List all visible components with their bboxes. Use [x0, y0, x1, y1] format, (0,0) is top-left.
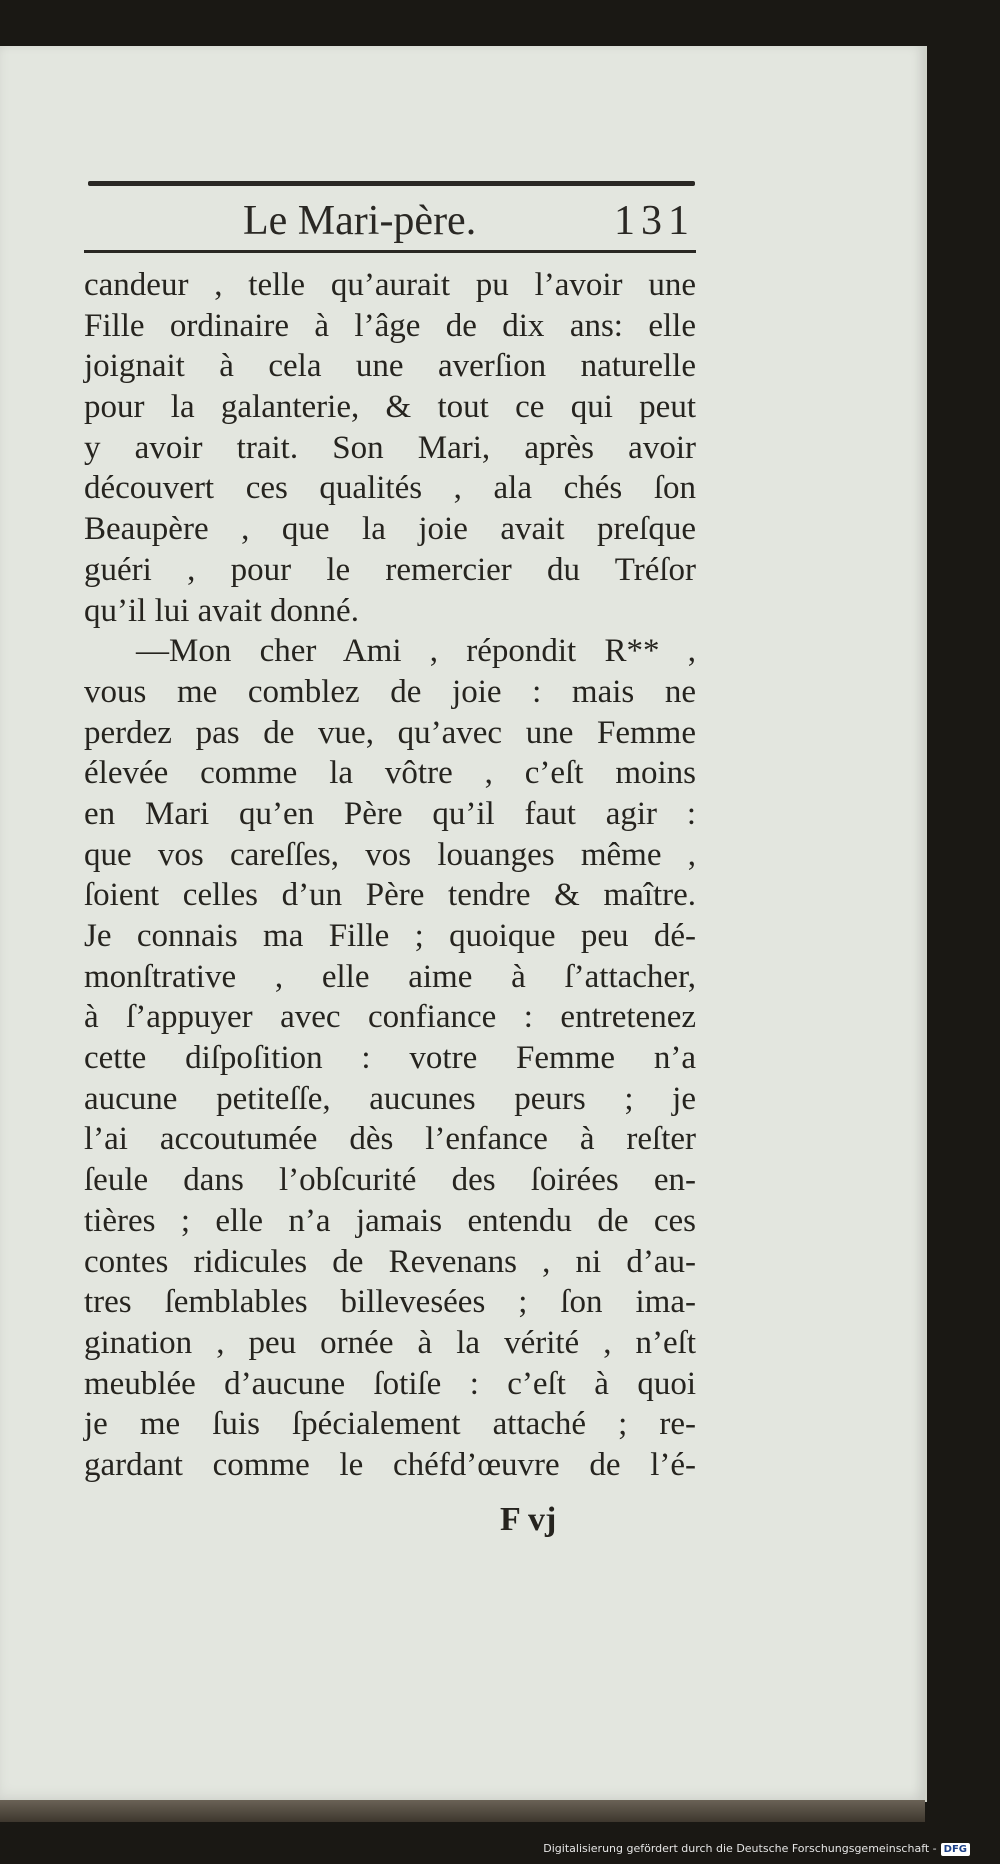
dfg-logo: DFG — [941, 1843, 970, 1856]
text-line: candeur , telle qu’aurait pu l’avoir une — [84, 267, 696, 303]
text-line: en Mari qu’en Père qu’il faut agir : — [84, 795, 696, 832]
running-head — [88, 194, 695, 248]
text-line: ſeule dans l’obſcurité des ſoirées en- — [84, 1162, 696, 1199]
text-line: y avoir trait. Son Mari, après avoir — [84, 429, 696, 466]
text-line: vous me comblez de joie : mais ne — [84, 673, 696, 710]
signature-mark: F vj — [500, 1501, 557, 1538]
text-line: pour la galanterie, & tout ce qui peut — [84, 389, 696, 426]
text-line: Beaupère , que la joie avait preſque — [84, 511, 696, 548]
text-line: que vos careſſes, vos louanges même , — [84, 836, 696, 873]
text-line: découvert ces qualités , ala chés ſon — [84, 470, 696, 507]
text-line: tres ſemblables billevesées ; ſon ima- — [84, 1284, 696, 1321]
text-line: gination , peu ornée à la vérité , n’eſt — [84, 1324, 696, 1361]
text-line: à ſ’appuyer avec confiance : entretenez — [84, 999, 696, 1036]
footer-credit-text: Digitalisierung gefördert durch die Deutsche Forschungsgemeinschaft - — [543, 1842, 937, 1855]
text-line: qu’il lui avait donné. — [84, 592, 359, 629]
page-bottom-edge — [0, 1800, 925, 1822]
text-line: je me ſuis ſpécialement attaché ; re- — [84, 1406, 696, 1443]
text-line: guéri , pour le remercier du Tréſor — [84, 551, 696, 588]
text-line: tières ; elle n’a jamais entendu de ces — [84, 1202, 696, 1239]
text-line: Je connais ma Fille ; quoique peu dé- — [84, 918, 696, 954]
text-line: cette diſpoſition : votre Femme n’a — [84, 1040, 696, 1077]
text-line: joignait à cela une averſion naturelle — [84, 348, 696, 385]
text-line: perdez pas de vue, qu’avec une Femme — [84, 714, 696, 751]
text-line: —Mon cher Ami , répondit R** , — [136, 633, 696, 670]
page-number: 131 — [614, 198, 695, 244]
text-line: gardant comme le chéfd’œuvre de l’é- — [84, 1446, 696, 1483]
text-line: Fille ordinaire à l’âge de dix ans: elle — [84, 307, 696, 344]
text-line: élevée comme la vôtre , c’eſt moins — [84, 755, 696, 792]
footer-credit — [543, 1840, 970, 1858]
body-text — [84, 265, 696, 1486]
text-line: monſtrative , elle aime à ſ’attacher, — [84, 958, 696, 995]
running-title: Le Mari-père. — [243, 198, 477, 244]
text-line: aucune petiteſſe, aucunes peurs ; je — [84, 1080, 696, 1117]
header-rule-bottom — [84, 250, 696, 253]
text-line: ſoient celles d’un Père tendre & maître. — [84, 877, 696, 914]
text-line: contes ridicules de Revenans , ni d’au- — [84, 1243, 696, 1280]
text-line: meublée d’aucune ſotiſe : c’eſt à quoi — [84, 1365, 696, 1402]
header-rule-top — [88, 181, 695, 186]
text-line: l’ai accoutumée dès l’enfance à reſter — [84, 1121, 696, 1158]
